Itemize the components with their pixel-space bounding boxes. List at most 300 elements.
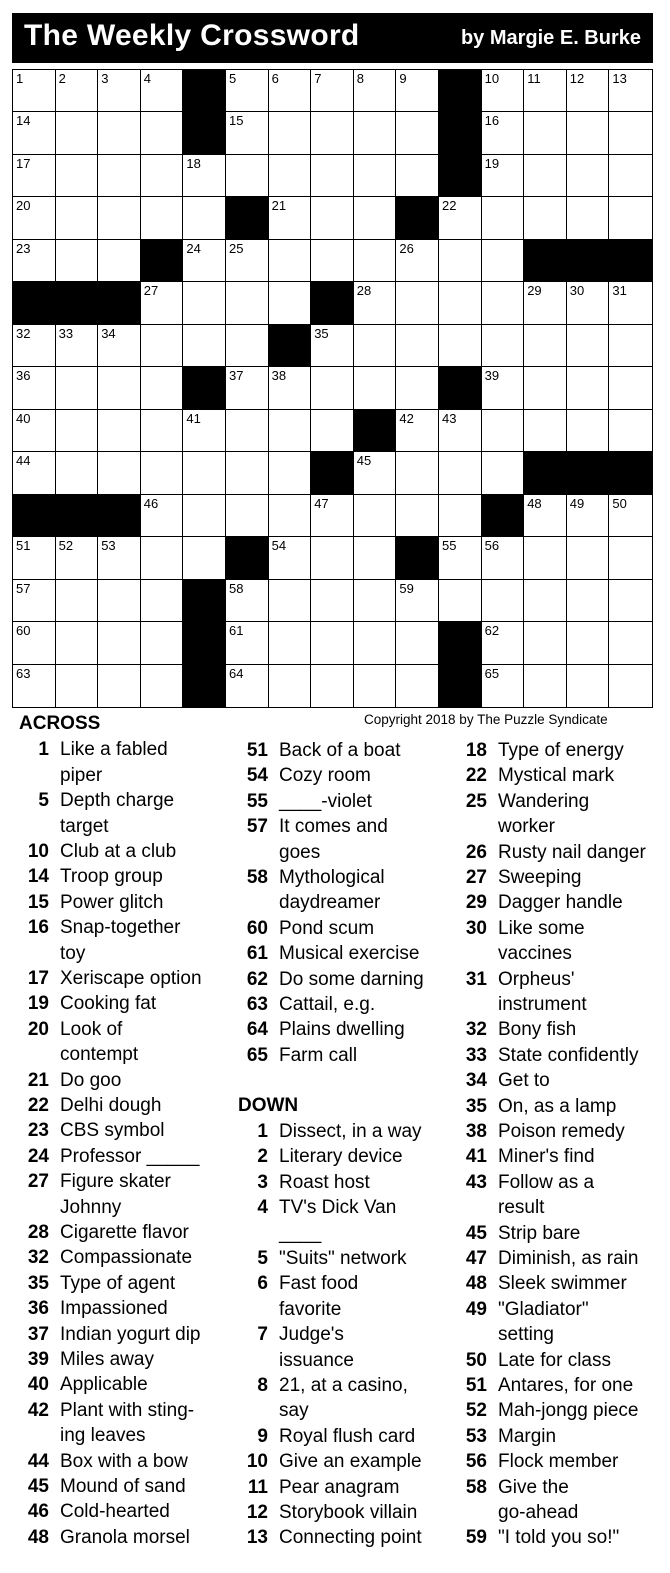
- grid-cell[interactable]: [183, 325, 226, 367]
- grid-cell[interactable]: [396, 367, 439, 409]
- grid-cell[interactable]: [13, 112, 56, 154]
- grid-cell[interactable]: [183, 197, 226, 239]
- clue-text: Cattail, e.g.: [279, 994, 376, 1015]
- grid-cell[interactable]: [141, 452, 184, 494]
- grid-cell[interactable]: [354, 197, 397, 239]
- grid-cell[interactable]: [56, 537, 99, 579]
- grid-cell[interactable]: [98, 410, 141, 452]
- grid-cell[interactable]: [396, 580, 439, 622]
- clue-number: 48: [27, 1526, 49, 1548]
- grid-cell[interactable]: [56, 240, 99, 282]
- clue-item: [237, 941, 452, 966]
- grid-cell[interactable]: [269, 665, 312, 707]
- grid-cell[interactable]: [13, 240, 56, 282]
- clue-number: 38: [465, 1121, 487, 1142]
- grid-cell[interactable]: [311, 367, 354, 409]
- grid-cell[interactable]: [482, 112, 525, 154]
- grid-cell[interactable]: [183, 452, 226, 494]
- grid-cell[interactable]: [141, 367, 184, 409]
- grid-cell[interactable]: [269, 580, 312, 622]
- grid-cell[interactable]: [609, 325, 652, 367]
- grid-cell[interactable]: [396, 70, 439, 112]
- grid-cell[interactable]: [396, 622, 439, 664]
- grid-cell[interactable]: [524, 495, 567, 537]
- grid-cell[interactable]: [354, 495, 397, 537]
- cell-number: 60: [16, 623, 31, 639]
- clue-item: [18, 1271, 233, 1296]
- grid-cell[interactable]: [396, 112, 439, 154]
- grid-cell[interactable]: [141, 112, 184, 154]
- clue-text: piper: [60, 764, 103, 786]
- clue-text: Miner's find: [498, 1146, 595, 1168]
- grid-cell[interactable]: [98, 155, 141, 197]
- grid-cell[interactable]: [482, 622, 525, 664]
- grid-cell[interactable]: [13, 325, 56, 367]
- clue-item: [18, 991, 233, 1016]
- grid-cell[interactable]: [13, 367, 56, 409]
- grid-cell[interactable]: [524, 410, 567, 452]
- grid-cell[interactable]: [354, 537, 397, 579]
- clue-item: [456, 1373, 670, 1398]
- grid-cell[interactable]: [13, 197, 56, 239]
- grid-cell[interactable]: [609, 537, 652, 579]
- clue-number: 64: [246, 1019, 268, 1041]
- grid-cell[interactable]: [439, 197, 482, 239]
- clue-item: [237, 1170, 452, 1195]
- grid-cell[interactable]: [524, 325, 567, 367]
- clue-number: 35: [27, 1272, 49, 1294]
- cell-number: 8: [356, 71, 365, 86]
- grid-cell[interactable]: [183, 240, 226, 282]
- grid-cell[interactable]: [609, 367, 652, 409]
- grid-cell[interactable]: [567, 197, 610, 239]
- grid-cell[interactable]: [567, 367, 610, 409]
- grid-cell[interactable]: [524, 197, 567, 239]
- grid-block: [226, 197, 269, 239]
- grid-cell[interactable]: [609, 197, 652, 239]
- grid-cell[interactable]: [56, 70, 99, 112]
- clue-text: issuance: [279, 1349, 354, 1371]
- clue-text: Mound of sand: [60, 1476, 186, 1497]
- cell-number: 28: [356, 283, 372, 299]
- grid-cell[interactable]: [439, 580, 482, 622]
- grid-cell[interactable]: [609, 495, 652, 537]
- grid-cell[interactable]: [98, 452, 141, 494]
- grid-cell[interactable]: [13, 537, 56, 579]
- clue-text: Type of agent: [60, 1272, 176, 1294]
- clue-text: CBS symbol: [60, 1120, 165, 1142]
- grid-cell[interactable]: [141, 665, 184, 707]
- clue-continuation: [237, 1398, 452, 1423]
- grid-cell[interactable]: [269, 197, 312, 239]
- grid-cell[interactable]: [269, 155, 312, 197]
- grid-cell[interactable]: [567, 325, 610, 367]
- clue-text: Dissect, in a way: [279, 1121, 422, 1142]
- grid-cell[interactable]: [609, 282, 652, 324]
- clue-number: 42: [27, 1399, 49, 1421]
- grid-cell[interactable]: [567, 537, 610, 579]
- grid-cell[interactable]: [141, 282, 184, 324]
- cell-number: 17: [16, 155, 31, 171]
- grid-cell[interactable]: [226, 495, 269, 537]
- grid-cell[interactable]: [13, 155, 56, 197]
- cell-number: 52: [58, 538, 74, 554]
- clue-text: Back of a boat: [279, 740, 401, 761]
- clue-number: 48: [465, 1273, 487, 1295]
- grid-cell[interactable]: [609, 70, 652, 112]
- grid-cell[interactable]: [482, 580, 525, 622]
- grid-cell[interactable]: [396, 282, 439, 324]
- grid-cell[interactable]: [439, 240, 482, 282]
- grid-cell[interactable]: [567, 70, 610, 112]
- clue-text: Judge's: [279, 1324, 344, 1346]
- grid-cell[interactable]: [311, 537, 354, 579]
- clue-number: 24: [27, 1145, 49, 1167]
- clue-text: ing leaves: [60, 1425, 146, 1447]
- clue-number: 1: [257, 1121, 268, 1142]
- grid-cell[interactable]: [567, 112, 610, 154]
- grid-cell[interactable]: [13, 70, 56, 112]
- clue-text: Mythological: [279, 867, 385, 888]
- clue-item: [18, 890, 233, 915]
- grid-cell[interactable]: [269, 70, 312, 112]
- grid-cell[interactable]: [226, 410, 269, 452]
- grid-cell[interactable]: [226, 452, 269, 494]
- grid-cell[interactable]: [226, 240, 269, 282]
- grid-cell[interactable]: [311, 580, 354, 622]
- grid-cell[interactable]: [524, 580, 567, 622]
- grid-cell[interactable]: [482, 367, 525, 409]
- grid-cell[interactable]: [439, 537, 482, 579]
- cell-number: 25: [229, 240, 244, 256]
- grid-cell[interactable]: [269, 452, 312, 494]
- grid-cell[interactable]: [311, 112, 354, 154]
- clue-number: 35: [465, 1095, 487, 1117]
- grid-cell[interactable]: [524, 622, 567, 664]
- grid-cell[interactable]: [226, 580, 269, 622]
- grid-cell[interactable]: [13, 410, 56, 452]
- clue-item: [456, 1449, 670, 1474]
- clue-number: 7: [257, 1324, 268, 1346]
- clue-continuation: [237, 1221, 452, 1246]
- grid-cell[interactable]: [98, 240, 141, 282]
- grid-cell[interactable]: [311, 495, 354, 537]
- grid-cell[interactable]: [269, 367, 312, 409]
- clue-text: Follow as a: [498, 1171, 595, 1193]
- clue-item: [18, 1372, 233, 1397]
- grid-cell[interactable]: [354, 70, 397, 112]
- grid-cell[interactable]: [311, 325, 354, 367]
- grid-cell[interactable]: [567, 282, 610, 324]
- grid-cell[interactable]: [269, 240, 312, 282]
- grid-cell[interactable]: [439, 325, 482, 367]
- grid-cell[interactable]: [439, 282, 482, 324]
- clue-item: [456, 1525, 670, 1550]
- clue-item: [237, 1043, 452, 1068]
- grid-cell[interactable]: [141, 622, 184, 664]
- clue-text: Pear anagram: [279, 1476, 400, 1498]
- grid-cell[interactable]: [567, 580, 610, 622]
- clue-text: Sweeping: [498, 867, 582, 888]
- clue-item: [456, 1271, 670, 1296]
- clue-item: [18, 1525, 233, 1550]
- grid-cell[interactable]: [98, 537, 141, 579]
- grid-cell[interactable]: [524, 70, 567, 112]
- grid-cell[interactable]: [311, 240, 354, 282]
- grid-cell[interactable]: [56, 155, 99, 197]
- clue-number: 22: [465, 765, 487, 787]
- grid-cell[interactable]: [56, 367, 99, 409]
- grid-cell[interactable]: [439, 410, 482, 452]
- clue-number: 17: [27, 968, 49, 989]
- grid-cell[interactable]: [439, 452, 482, 494]
- grid-block: [439, 70, 482, 112]
- cell-number: 7: [314, 71, 322, 86]
- grid-block: [311, 282, 354, 324]
- grid-cell[interactable]: [354, 622, 397, 664]
- grid-block: [439, 367, 482, 409]
- grid-cell[interactable]: [396, 665, 439, 707]
- grid-cell[interactable]: [98, 325, 141, 367]
- grid-cell[interactable]: [56, 112, 99, 154]
- cell-number: 37: [229, 368, 244, 384]
- grid-cell[interactable]: [482, 155, 525, 197]
- grid-cell[interactable]: [13, 622, 56, 664]
- cell-number: 35: [314, 325, 329, 341]
- clue-text: Poison remedy: [498, 1121, 625, 1142]
- grid-cell[interactable]: [141, 70, 184, 112]
- grid-cell[interactable]: [311, 665, 354, 707]
- grid-cell[interactable]: [567, 665, 610, 707]
- grid-cell[interactable]: [609, 410, 652, 452]
- cell-number: 64: [229, 665, 244, 681]
- grid-cell[interactable]: [226, 665, 269, 707]
- grid-cell[interactable]: [567, 622, 610, 664]
- clue-item: [456, 1119, 670, 1144]
- grid-cell[interactable]: [269, 495, 312, 537]
- grid-cell[interactable]: [567, 410, 610, 452]
- grid-cell[interactable]: [226, 367, 269, 409]
- clue-text: go-ahead: [498, 1502, 579, 1523]
- clue-number: 1: [38, 739, 49, 761]
- grid-block: [439, 155, 482, 197]
- grid-cell[interactable]: [269, 282, 312, 324]
- clue-number: 57: [246, 816, 268, 838]
- grid-cell[interactable]: [269, 112, 312, 154]
- grid-cell[interactable]: [396, 410, 439, 452]
- clue-number: 45: [465, 1222, 487, 1244]
- cell-number: 3: [101, 71, 109, 86]
- grid-cell[interactable]: [13, 580, 56, 622]
- grid-cell[interactable]: [311, 622, 354, 664]
- grid-cell[interactable]: [141, 580, 184, 622]
- grid-cell[interactable]: [482, 70, 525, 112]
- grid-cell[interactable]: [354, 367, 397, 409]
- grid-cell[interactable]: [524, 537, 567, 579]
- clue-text: result: [498, 1197, 545, 1219]
- clue-text: Literary device: [279, 1146, 403, 1168]
- grid-cell[interactable]: [524, 155, 567, 197]
- clue-text: Give an example: [279, 1451, 422, 1473]
- clue-number: 5: [38, 790, 49, 812]
- grid-cell[interactable]: [141, 495, 184, 537]
- clue-item: [237, 916, 452, 941]
- grid-cell[interactable]: [269, 537, 312, 579]
- clue-text: Storybook villain: [279, 1502, 418, 1523]
- clue-continuation: [18, 1042, 233, 1067]
- grid-cell[interactable]: [354, 580, 397, 622]
- grid-cell[interactable]: [141, 537, 184, 579]
- grid-cell[interactable]: [524, 112, 567, 154]
- clue-item: [18, 864, 233, 889]
- grid-cell[interactable]: [56, 452, 99, 494]
- grid-cell[interactable]: [183, 155, 226, 197]
- grid-cell[interactable]: [354, 452, 397, 494]
- cell-number: 9: [399, 71, 407, 86]
- grid-cell[interactable]: [567, 495, 610, 537]
- grid-cell[interactable]: [98, 197, 141, 239]
- grid-cell[interactable]: [141, 197, 184, 239]
- clue-item: [237, 1475, 452, 1500]
- grid-cell[interactable]: [396, 155, 439, 197]
- clue-number: 23: [27, 1120, 49, 1142]
- grid-block: [56, 495, 99, 537]
- grid-cell[interactable]: [183, 537, 226, 579]
- grid-cell[interactable]: [482, 452, 525, 494]
- clue-item: [456, 763, 670, 788]
- clue-number: 31: [465, 968, 487, 990]
- grid-cell[interactable]: [482, 325, 525, 367]
- grid-cell[interactable]: [567, 155, 610, 197]
- grid-cell[interactable]: [609, 665, 652, 707]
- grid-cell[interactable]: [226, 622, 269, 664]
- grid-cell[interactable]: [56, 325, 99, 367]
- grid-cell[interactable]: [609, 622, 652, 664]
- grid-cell[interactable]: [311, 70, 354, 112]
- cell-number: 5: [229, 71, 237, 86]
- clue-item: [237, 1322, 452, 1347]
- cell-number: 43: [442, 410, 457, 426]
- clue-item: [456, 1475, 670, 1500]
- grid-cell[interactable]: [482, 410, 525, 452]
- grid-cell[interactable]: [56, 665, 99, 707]
- grid-cell[interactable]: [354, 665, 397, 707]
- grid-cell[interactable]: [226, 112, 269, 154]
- grid-cell[interactable]: [311, 197, 354, 239]
- grid-cell[interactable]: [482, 537, 525, 579]
- clue-text: Do some darning: [279, 968, 424, 990]
- grid-cell[interactable]: [226, 325, 269, 367]
- clue-text: Cozy room: [279, 765, 371, 787]
- grid-cell[interactable]: [482, 197, 525, 239]
- grid-cell[interactable]: [354, 325, 397, 367]
- grid-cell[interactable]: [396, 325, 439, 367]
- cell-number: 10: [484, 71, 500, 86]
- grid-cell[interactable]: [56, 580, 99, 622]
- grid-cell[interactable]: [183, 282, 226, 324]
- grid-cell[interactable]: [396, 240, 439, 282]
- cell-number: 39: [484, 368, 500, 384]
- cell-number: 19: [484, 155, 500, 171]
- grid-cell[interactable]: [609, 155, 652, 197]
- clue-number: 62: [246, 968, 268, 990]
- grid-cell[interactable]: [311, 410, 354, 452]
- grid-cell[interactable]: [56, 197, 99, 239]
- grid-cell[interactable]: [609, 580, 652, 622]
- grid-cell[interactable]: [98, 70, 141, 112]
- grid-cell[interactable]: [524, 665, 567, 707]
- grid-cell[interactable]: [354, 112, 397, 154]
- grid-cell[interactable]: [141, 325, 184, 367]
- grid-cell[interactable]: [98, 112, 141, 154]
- grid-cell[interactable]: [183, 495, 226, 537]
- grid-cell[interactable]: [482, 665, 525, 707]
- grid-cell[interactable]: [524, 282, 567, 324]
- grid-cell[interactable]: [183, 410, 226, 452]
- section-heading-across: ACROSS: [19, 713, 101, 734]
- grid-cell[interactable]: [482, 282, 525, 324]
- grid-cell[interactable]: [311, 155, 354, 197]
- clue-item: [18, 1398, 233, 1423]
- grid-cell[interactable]: [98, 622, 141, 664]
- clue-text: worker: [498, 816, 556, 838]
- grid-cell[interactable]: [56, 622, 99, 664]
- grid-cell[interactable]: [56, 410, 99, 452]
- grid-cell[interactable]: [141, 410, 184, 452]
- grid-block: [439, 622, 482, 664]
- grid-cell[interactable]: [482, 240, 525, 282]
- grid-cell[interactable]: [609, 112, 652, 154]
- grid-cell[interactable]: [226, 70, 269, 112]
- grid-cell[interactable]: [354, 155, 397, 197]
- grid-cell[interactable]: [98, 580, 141, 622]
- grid-cell[interactable]: [98, 367, 141, 409]
- cell-number: 12: [569, 71, 585, 86]
- grid-block: [567, 240, 610, 282]
- cell-number: 29: [527, 283, 542, 299]
- grid-cell[interactable]: [98, 665, 141, 707]
- grid-cell[interactable]: [354, 282, 397, 324]
- grid-cell[interactable]: [396, 452, 439, 494]
- grid-cell[interactable]: [226, 282, 269, 324]
- grid-cell[interactable]: [13, 452, 56, 494]
- clue-item: [18, 915, 233, 940]
- clue-text: Diminish, as rain: [498, 1248, 639, 1269]
- clue-item: [237, 789, 452, 814]
- clue-text: "I told you so!": [498, 1527, 620, 1549]
- clue-text: State confidently: [498, 1044, 639, 1066]
- grid-block: [354, 410, 397, 452]
- header-bar: [12, 13, 653, 63]
- grid-cell[interactable]: [269, 410, 312, 452]
- grid-cell[interactable]: [13, 665, 56, 707]
- clue-text: Compassionate: [60, 1247, 193, 1269]
- grid-cell[interactable]: [354, 240, 397, 282]
- grid-cell[interactable]: [396, 495, 439, 537]
- grid-cell[interactable]: [439, 495, 482, 537]
- grid-cell[interactable]: [269, 622, 312, 664]
- cell-number: 61: [229, 623, 244, 639]
- cell-number: 45: [356, 453, 372, 469]
- clue-item: [237, 1373, 452, 1398]
- grid-cell[interactable]: [226, 155, 269, 197]
- clue-text: Rusty nail danger: [498, 841, 646, 863]
- clue-item: [456, 1221, 670, 1246]
- grid-cell[interactable]: [524, 367, 567, 409]
- grid-block: [13, 282, 56, 324]
- grid-cell[interactable]: [141, 155, 184, 197]
- clue-number: 28: [27, 1222, 49, 1243]
